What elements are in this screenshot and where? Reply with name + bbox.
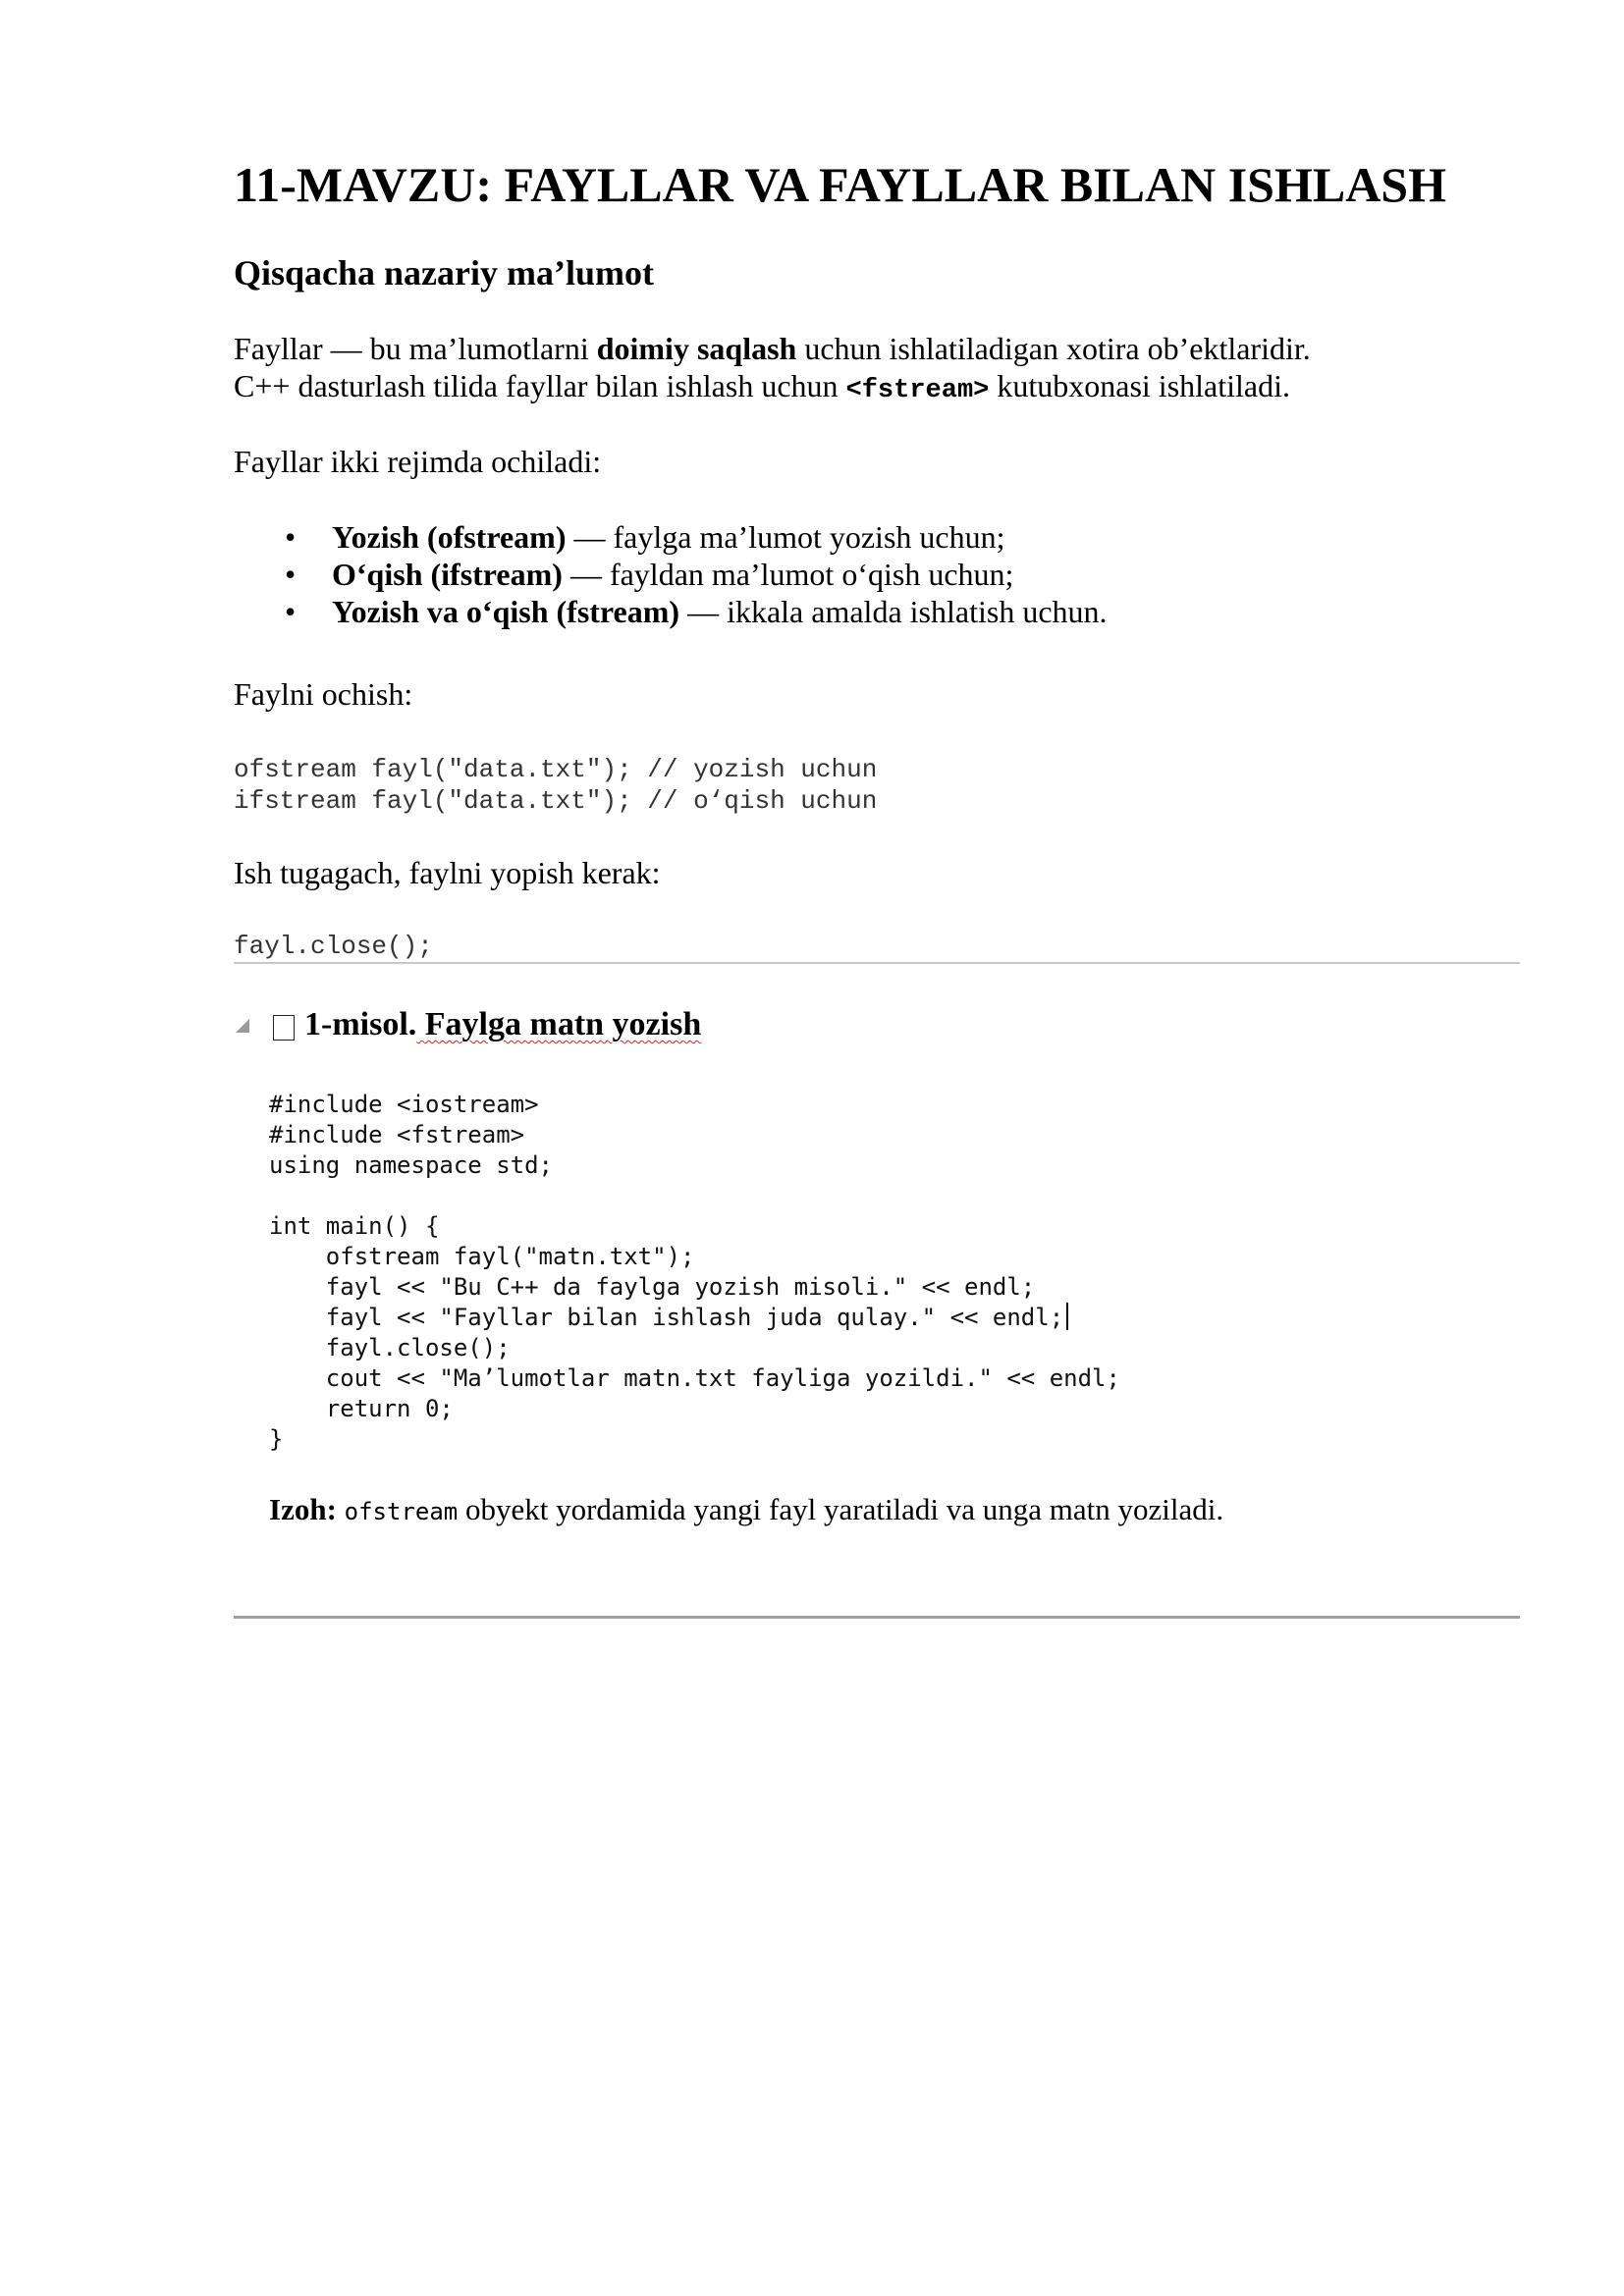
intro-line-1: Fayllar — bu ma’lumotlarni doimiy saqlash uchun ishlatiladigan xotira ob’ektlaridir. — [234, 331, 1311, 366]
list-item: • O‘qish (ifstream) — fayldan ma’lumot o‘qish uchun; — [285, 557, 1014, 592]
modes-list — [234, 518, 1108, 630]
inline-code: <fstream> — [845, 376, 990, 405]
divider-bottom — [234, 1616, 1520, 1619]
list-item: • Yozish (ofstream) — faylga ma’lumot yozish uchun; — [285, 519, 1005, 555]
example-screenshot — [234, 1001, 1520, 1551]
text-cursor — [1066, 1303, 1068, 1330]
list-item: • Yozish va o‘qish (fstream) — ikkala amalda ishlatish uchun. — [285, 594, 1108, 629]
checkbox-icon — [273, 1015, 295, 1041]
section-heading: Qisqacha nazariy ma’lumot — [234, 253, 654, 293]
divider — [234, 962, 1520, 964]
example-code-block: #include <iostream> #include <fstream> using namespace std; int main() { ofstream fayl("matn.txt"); fayl << "Bu C++ da faylga yozish misoli." << endl; fayl << "Fayllar bilan ishlash juda qulay." << endl; fayl.close(); cout << "Ma’lumotlar matn.txt fayliga yozildi." << endl; return 0; } — [269, 1091, 1120, 1453]
example-note: Izoh: ofstream obyekt yordamida yangi fayl yaratiladi va unga matn yoziladi. — [269, 1492, 1224, 1526]
page-title: 11-MAVZU: FAYLLAR VA FAYLLAR BILAN ISHLASH — [234, 157, 1447, 212]
open-code-block: ofstream fayl("data.txt"); // yozish uchun ifstream fayl("data.txt"); // o‘qish uchun — [234, 755, 878, 816]
close-label: Ish tugagach, faylni yopish kerak: — [234, 855, 661, 890]
example-title: 1-misol. Faylga matn yozish — [304, 1006, 702, 1042]
open-label: Faylni ochish: — [234, 676, 413, 712]
collapse-triangle-icon — [236, 1019, 249, 1033]
intro-line-2: C++ dasturlash tilida fayllar bilan ishlash uchun <fstream> kutubxonasi ishlatiladi. — [234, 368, 1290, 405]
close-code-block: fayl.close(); — [234, 932, 433, 961]
modes-intro: Fayllar ikki rejimda ochiladi: — [234, 444, 602, 479]
